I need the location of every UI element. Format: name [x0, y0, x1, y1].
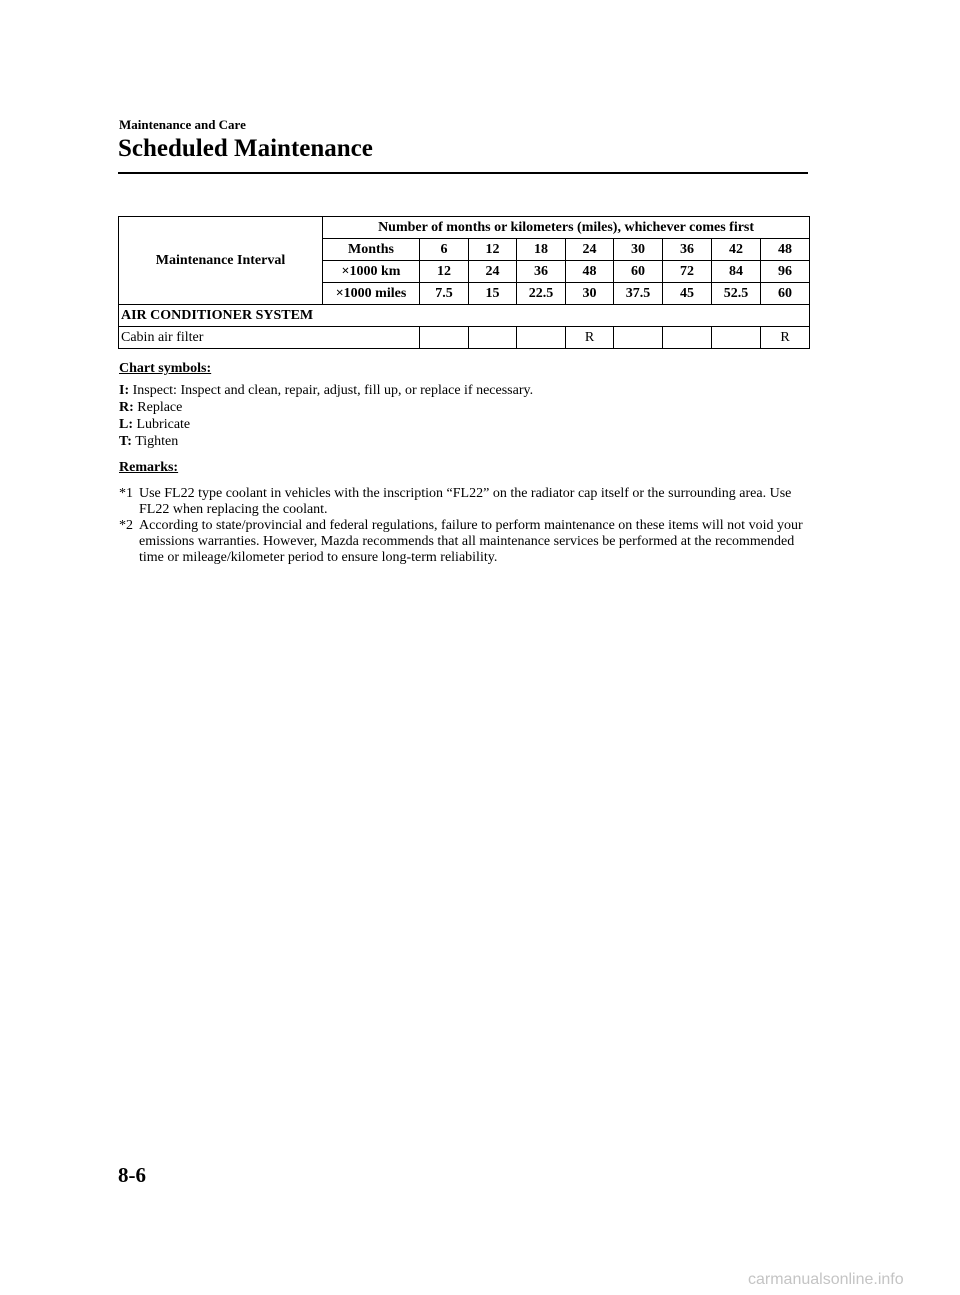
interval-cell: 24 — [566, 239, 614, 261]
symbol-code: T: — [119, 434, 132, 449]
page-title: Scheduled Maintenance — [118, 135, 373, 162]
interval-cell: 42 — [712, 239, 761, 261]
table-row — [119, 327, 810, 349]
title-rule — [118, 172, 808, 174]
remarks-heading: Remarks: — [119, 460, 179, 475]
interval-cell: 22.5 — [517, 283, 566, 305]
symbol-text: Inspect: Inspect and clean, repair, adjust, fill up, or replace if necessary. — [129, 383, 534, 398]
watermark: carmanualsonline.info — [748, 1271, 904, 1288]
remark-text: Use FL22 type coolant in vehicles with the inscription “FL22” on the radiator cap itself or the surrounding area. Use FL22 when replacing the coolant. — [139, 486, 792, 517]
remark-mark: *2 — [119, 518, 133, 533]
interval-cell: 18 — [517, 239, 566, 261]
item-cell — [614, 327, 663, 349]
interval-cell: 48 — [566, 261, 614, 283]
interval-row-label: Months — [323, 239, 420, 261]
section-heading-row — [119, 305, 810, 327]
interval-cell: 60 — [761, 283, 810, 305]
remark-item — [119, 486, 809, 518]
item-label: Cabin air filter — [119, 327, 420, 349]
item-cell — [663, 327, 712, 349]
interval-cell: 7.5 — [420, 283, 469, 305]
item-cell — [712, 327, 761, 349]
interval-row-label: ×1000 km — [323, 261, 420, 283]
symbol-code: R: — [119, 400, 134, 415]
symbol-line — [119, 433, 533, 450]
symbol-code: I: — [119, 383, 130, 398]
symbol-line — [119, 382, 533, 399]
interval-cell: 24 — [469, 261, 517, 283]
symbol-text: Replace — [133, 400, 183, 415]
interval-cell: 30 — [566, 283, 614, 305]
symbol-text: Lubricate — [133, 417, 191, 432]
interval-cell: 84 — [712, 261, 761, 283]
item-cell — [420, 327, 469, 349]
remark-text: According to state/provincial and federal regulations, failure to perform maintenance on these items will not void your emissions warranties. However, Mazda recommends that all maintenance services be performed at the recommended time or mileage/kilometer period to ensure long-term reliability. — [139, 518, 803, 565]
interval-cell: 12 — [420, 261, 469, 283]
chart-symbols-heading: Chart symbols: — [119, 361, 212, 376]
symbol-code: L: — [119, 417, 133, 432]
section-label: Maintenance and Care — [119, 117, 246, 132]
interval-cell: 36 — [517, 261, 566, 283]
interval-cell: 48 — [761, 239, 810, 261]
interval-cell: 72 — [663, 261, 712, 283]
maintenance-table — [118, 216, 810, 349]
item-cell: R — [566, 327, 614, 349]
interval-cell: 6 — [420, 239, 469, 261]
section-heading: AIR CONDITIONER SYSTEM — [119, 305, 810, 327]
interval-row-label: ×1000 miles — [323, 283, 420, 305]
interval-cell: 36 — [663, 239, 712, 261]
symbol-line — [119, 416, 533, 433]
remark-mark: *1 — [119, 486, 133, 501]
interval-cell: 52.5 — [712, 283, 761, 305]
interval-cell: 12 — [469, 239, 517, 261]
interval-cell: 60 — [614, 261, 663, 283]
symbol-line — [119, 399, 533, 416]
interval-cell: 96 — [761, 261, 810, 283]
page-number: 8-6 — [118, 1163, 146, 1187]
interval-label: Maintenance Interval — [119, 217, 323, 305]
item-cell — [517, 327, 566, 349]
table-header-row — [119, 217, 810, 239]
remarks-list — [119, 486, 809, 566]
chart-symbols-list — [119, 382, 533, 450]
item-cell: R — [761, 327, 810, 349]
interval-cell: 30 — [614, 239, 663, 261]
symbol-text: Tighten — [131, 434, 179, 449]
span-label: Number of months or kilometers (miles), whichever comes first — [323, 217, 810, 239]
remark-item — [119, 518, 809, 566]
item-cell — [469, 327, 517, 349]
interval-cell: 45 — [663, 283, 712, 305]
interval-cell: 37.5 — [614, 283, 663, 305]
interval-cell: 15 — [469, 283, 517, 305]
